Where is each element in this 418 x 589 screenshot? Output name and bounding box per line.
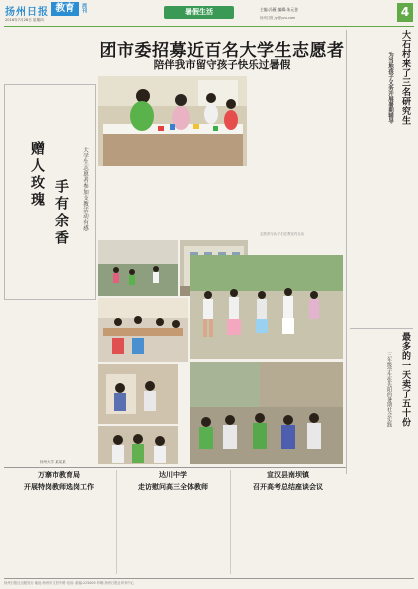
right-story-body-1 [350, 32, 380, 202]
masthead [0, 0, 418, 26]
bottom-story-3-headline: 宣汉县南坝镇 [267, 471, 309, 479]
photo-grid-3 [98, 298, 188, 362]
children-yard-photo [190, 255, 343, 359]
editor-line: 主编:冯薇 编辑:朱元金 [260, 7, 298, 12]
left-story-body [4, 302, 94, 462]
lead-body-under-photo-1 [98, 169, 172, 237]
bottom-story-3-subhead: 召开高考总结座谈会议 [253, 483, 323, 491]
section-name: 教育 [51, 2, 79, 16]
section-tag: 周刊 [81, 3, 87, 13]
left-story-text-b [7, 89, 47, 209]
right-story2-headline: 最多的一天卖了五十份 [400, 332, 410, 427]
group-activity-photo [98, 364, 178, 424]
bottom-story-3 [232, 470, 344, 576]
header-rule [4, 26, 414, 27]
right-story2-body-1 [350, 332, 380, 467]
left-story-byline: 扬州大学 某某某 [40, 460, 66, 464]
right-story-headline: 大石村来了三名研究生 [400, 30, 410, 125]
street-group-photo [190, 362, 343, 464]
bottom-col-rule-1 [116, 470, 117, 574]
lead-body-under-photo-2 [175, 169, 247, 237]
right-divider [350, 328, 413, 329]
issue-date: 2016年7月28日 星期四 [5, 18, 44, 22]
girls-photo [98, 426, 178, 464]
classroom-photo [98, 298, 188, 362]
lead-photo-illustration [98, 76, 247, 166]
photo-grid-4 [98, 364, 178, 424]
right-story-subhead: 为当地孩子义务开展暑期辅导 [387, 52, 393, 124]
right-story-body-3 [350, 205, 413, 325]
paper-name: 扬州日报 [5, 7, 49, 18]
lead-headline: 团市委招募近百名大学生志愿者 [99, 41, 345, 61]
footer-rule [4, 578, 414, 579]
bottom-story-1-subhead: 开展特岗教师选岗工作 [24, 483, 94, 491]
bottom-col-rule-2 [230, 470, 231, 574]
left-story-subhead: 大学生志愿者参加支教活动有感 [82, 147, 88, 231]
schoolyard-photo [98, 240, 178, 296]
photo-grid-1 [98, 240, 178, 296]
photo-street [190, 362, 343, 464]
left-story-text-a [49, 89, 95, 141]
lead-photo [98, 76, 247, 166]
left-story-headline-1: 赠人玫瑰 [29, 141, 45, 209]
bottom-rule [4, 467, 346, 468]
bottom-story-2-subhead: 走访慰问高三全体教师 [138, 483, 208, 491]
footer-line: 扬州日报社出版发行 地址:扬州市文昌中路 电话: 邮编:225009 印刷:扬州日报社印务中心 [4, 581, 135, 585]
lead-photo-caption: 志愿者与孩子们在教室内互动 [260, 232, 305, 236]
photo-text-col [250, 240, 343, 252]
photo-grid-5 [98, 426, 178, 464]
bottom-story-1-headline: 万寨市教育局 [38, 471, 80, 479]
right-column-rule [346, 30, 347, 474]
left-story-box [4, 84, 96, 300]
bottom-story-2-body [118, 496, 228, 576]
bottom-story-1-body [4, 496, 114, 576]
bottom-story-2-headline: 达川中学 [159, 471, 187, 479]
lead-body-right [250, 76, 343, 238]
bottom-story-3-body [232, 496, 344, 576]
left-story-text-c [7, 209, 47, 297]
photo-children-yard [190, 255, 343, 359]
bottom-story-1 [4, 470, 114, 576]
right-story2-body-2 [350, 470, 413, 580]
bottom-story-2 [118, 470, 228, 576]
left-story-headline-2: 手有余香 [53, 179, 69, 247]
section-banner: 暑假生活 [164, 6, 234, 19]
right-story2-subhead: 三年级学生张先阳的暑期社会实践 [386, 352, 392, 427]
contact-line: 扬州日报 jy@yzu.com [260, 16, 296, 20]
page-number: 4 [397, 3, 413, 22]
lead-subheadline: 陪伴我市留守孩子快乐过暑假 [153, 59, 291, 71]
